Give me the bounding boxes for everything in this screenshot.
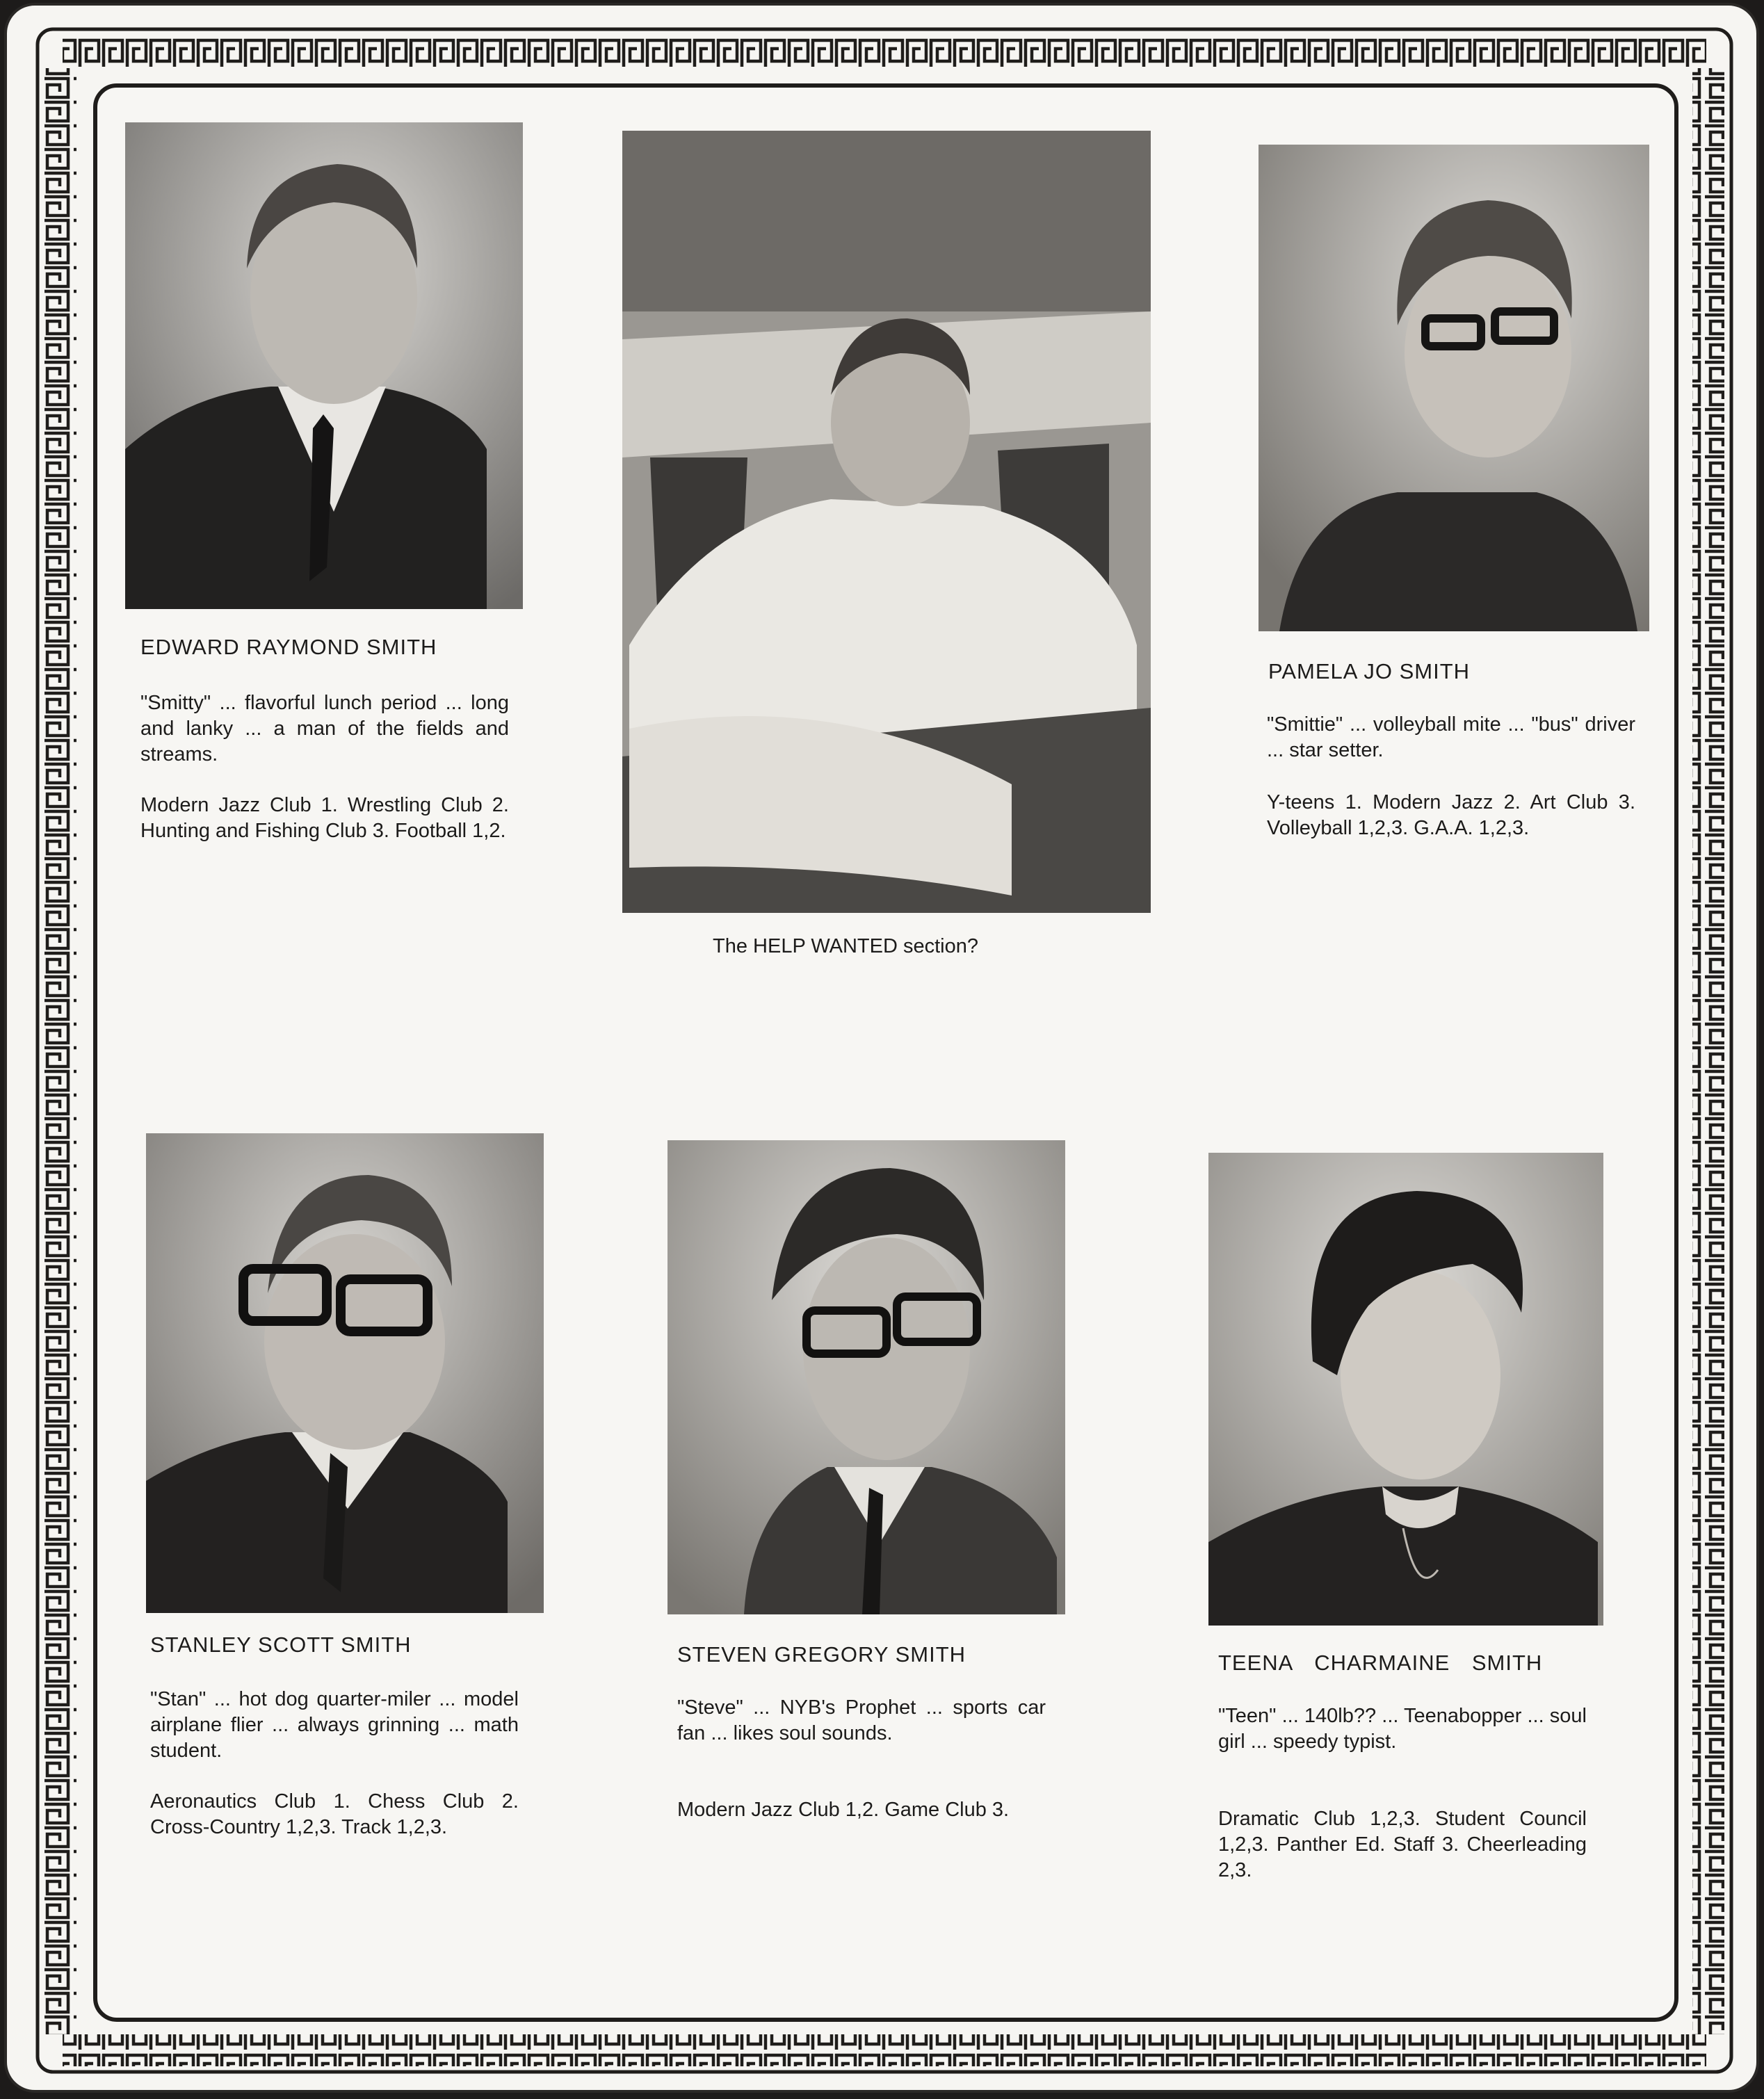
portrait-photo-teena: [1208, 1153, 1603, 1626]
portrait-photo-pamela: [1259, 145, 1649, 631]
senior-activities-steven: Modern Jazz Club 1,2. Game Club 3.: [677, 1799, 1010, 1821]
senior-name-steven: STEVEN GREGORY SMITH: [677, 1642, 966, 1667]
senior-quote-steven: "Steve" ... NYB's Prophet ... sports car fan ... likes soul sounds.: [677, 1696, 1046, 1744]
senior-name-teena: TEENA CHARMAINE SMITH: [1218, 1651, 1543, 1675]
senior-quote-pamela: "Smittie" ... volleyball mite ... "bus" driver ... star setter.: [1267, 713, 1635, 761]
senior-name-pamela: PAMELA JO SMITH: [1268, 659, 1471, 683]
portrait-photo-stanley: [146, 1133, 544, 1613]
senior-name-stanley: STANLEY SCOTT SMITH: [150, 1632, 412, 1657]
portrait-photo-edward: [125, 122, 523, 609]
senior-activities-edward: Modern Jazz Club 1. Wrestling Club 2. Hunting and Fishing Club 3. Football 1,2.: [140, 794, 509, 842]
senior-quote-teena: "Teen" ... 140lb?? ... Teenabopper ... soul girl ... speedy typist.: [1218, 1705, 1587, 1753]
senior-activities-teena: Dramatic Club 1,2,3. Student Council 1,2,3. Panther Ed. Staff 3. Cheerleading 2,3.: [1218, 1808, 1587, 1881]
senior-name-edward: EDWARD RAYMOND SMITH: [140, 635, 437, 659]
senior-activities-stanley: Aeronautics Club 1. Chess Club 2. Cross-Country 1,2,3. Track 1,2,3.: [150, 1790, 519, 1838]
portrait-photo-steven: [667, 1140, 1065, 1614]
candid-caption: The HELP WANTED section?: [713, 935, 978, 957]
senior-quote-stanley: "Stan" ... hot dog quarter-miler ... model airplane flier ... always grinning ... math student.: [150, 1688, 519, 1762]
yearbook-page: [4, 3, 1759, 2093]
candid-photo-help-wanted: [622, 131, 1151, 913]
senior-quote-edward: "Smitty" ... flavorful lunch period ... long and lanky ... a man of the fields and streams.: [140, 692, 509, 765]
senior-activities-pamela: Y-teens 1. Modern Jazz 2. Art Club 3. Volleyball 1,2,3. G.A.A. 1,2,3.: [1267, 791, 1635, 839]
